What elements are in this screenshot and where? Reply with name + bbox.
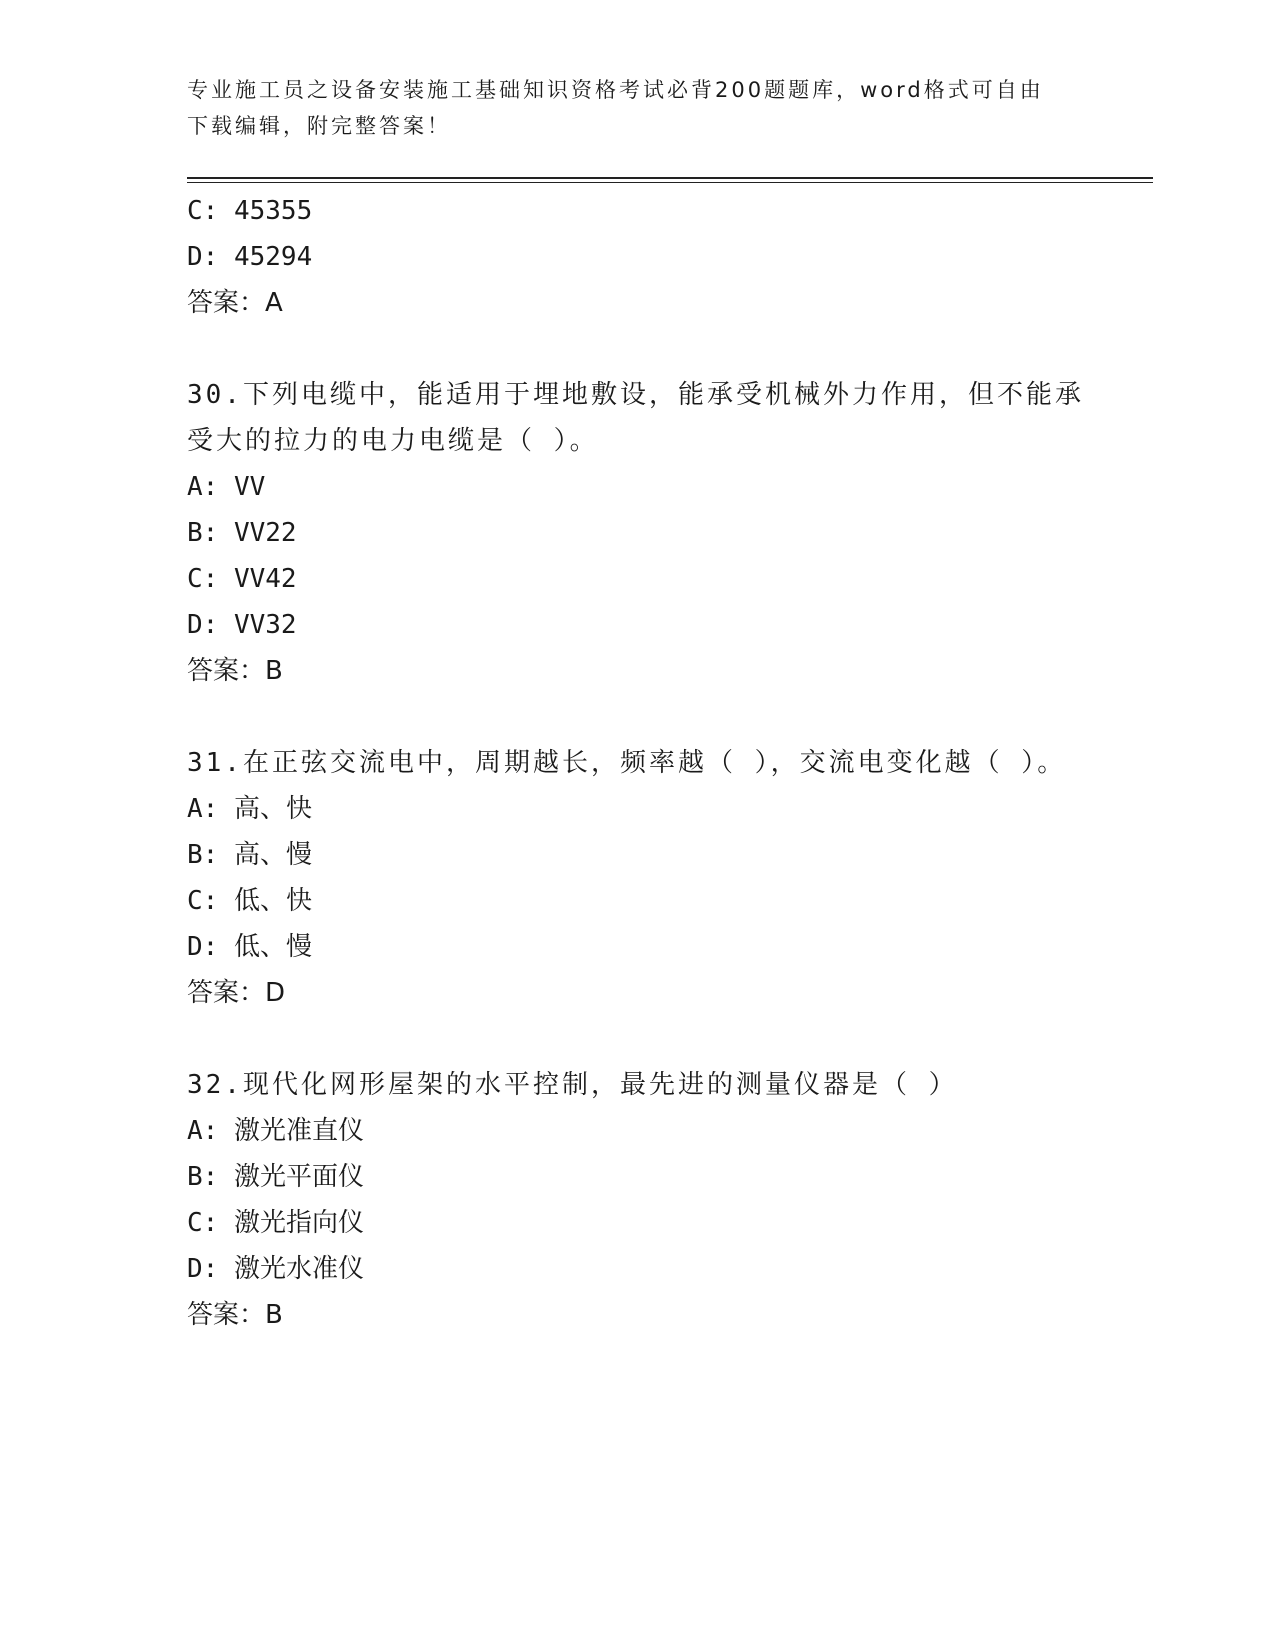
question-text-line-1: 31.在正弦交流电中，周期越长，频率越（ ），交流电变化越（ ）。 [187,748,1067,778]
option-d: D: 激光水准仪 [187,1254,364,1284]
option-c: C: 45355 [187,196,313,226]
question-30 [187,372,1087,694]
option-c: C: 低、快 [187,886,312,916]
header-rule-thick [187,177,1153,179]
question-text-line-1: 32.现代化网形屋架的水平控制，最先进的测量仪器是（ ） [187,1070,958,1100]
option-b: B: 激光平面仪 [187,1162,364,1192]
option-c: C: VV42 [187,564,297,594]
spacer [187,326,1087,372]
option-d: D: 45294 [187,242,313,272]
question-content [187,188,1087,1338]
option-a: A: VV [187,472,266,502]
header-line-1: 专业施工员之设备安装施工基础知识资格考试必背200题题库，word格式可自由 [187,78,1044,102]
option-d: D: VV32 [187,610,297,640]
option-b: B: VV22 [187,518,297,548]
option-b: B: 高、慢 [187,840,312,870]
header-line-2: 下载编辑，附完整答案！ [187,114,451,138]
answer-line: 答案：B [187,656,283,686]
partial-question [187,188,1087,326]
question-31 [187,740,1087,1016]
option-d: D: 低、慢 [187,932,312,962]
question-text-line-2: 受大的拉力的电力电缆是（ ）。 [187,426,599,456]
answer-line: 答案：D [187,978,286,1008]
header-rule-thin [187,182,1153,183]
spacer [187,694,1087,740]
answer-line: 答案：A [187,288,283,318]
answer-line: 答案：B [187,1300,283,1330]
option-a: A: 高、快 [187,794,312,824]
option-a: A: 激光准直仪 [187,1116,364,1146]
document-header [187,72,1067,144]
spacer [187,1016,1087,1062]
question-32 [187,1062,1087,1338]
option-c: C: 激光指向仪 [187,1208,364,1238]
question-text-line-1: 30.下列电缆中，能适用于埋地敷设，能承受机械外力作用，但不能承 [187,380,1084,410]
